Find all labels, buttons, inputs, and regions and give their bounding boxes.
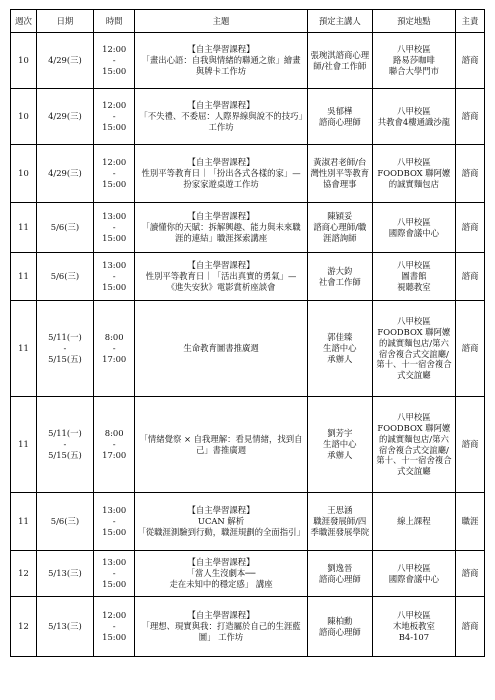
cell-topic: 【自主學習課程】 「當人生沒劇本── 走在未知中的穩定感」 講座	[135, 551, 307, 597]
header-week: 週次	[11, 10, 37, 33]
cell-week: 11	[11, 301, 37, 397]
header-speaker: 預定主講人	[307, 10, 372, 33]
table-row	[11, 551, 485, 597]
cell-date: 5/11(一) - 5/15(五)	[36, 301, 93, 397]
cell-week: 10	[11, 89, 37, 145]
cell-week: 11	[11, 493, 37, 551]
cell-date: 4/29(三)	[36, 33, 93, 89]
cell-owner: 諮商	[455, 397, 484, 493]
cell-place: 八甲校區 共教會4樓通識沙龍	[372, 89, 455, 145]
cell-week: 11	[11, 203, 37, 253]
cell-time: 13:00 - 15:00	[93, 551, 134, 597]
cell-date: 5/13(三)	[36, 597, 93, 657]
cell-speaker: 游大鈞 社會工作師	[307, 253, 372, 301]
cell-place: 線上課程	[372, 493, 455, 551]
table-row	[11, 33, 485, 89]
cell-date: 4/29(三)	[36, 89, 93, 145]
schedule-table	[10, 9, 485, 657]
cell-week: 11	[11, 253, 37, 301]
header-place: 預定地點	[372, 10, 455, 33]
cell-week: 10	[11, 33, 37, 89]
cell-week: 12	[11, 597, 37, 657]
table-row	[11, 493, 485, 551]
cell-owner: 諮商	[455, 301, 484, 397]
cell-place: 八甲校區 FOODBOX 聯阿嬤的誠實麵包店	[372, 145, 455, 203]
cell-topic: 【自主學習課程】 性別平等教育日｜「活出真實的勇氣」—《進失安狄》電影賞析座談會	[135, 253, 307, 301]
cell-time: 8:00 - 17:00	[93, 397, 134, 493]
table-row	[11, 203, 485, 253]
schedule-sheet	[10, 9, 485, 657]
cell-owner: 諮商	[455, 597, 484, 657]
cell-date: 5/11(一) - 5/15(五)	[36, 397, 93, 493]
cell-time: 12:00 - 15:00	[93, 145, 134, 203]
header-topic: 主題	[135, 10, 307, 33]
cell-speaker: 陳柏勳 諮商心理師	[307, 597, 372, 657]
cell-topic: 【自主學習課程】 「讀懂你的天賦：拆解興趣、能力與未來職涯的連結」職涯探索講座	[135, 203, 307, 253]
cell-place: 八甲校區 國際會議中心	[372, 203, 455, 253]
cell-time: 12:00 - 15:00	[93, 597, 134, 657]
cell-topic: 【自主學習課程】 「理想、現實與我：打造屬於自己的生涯藍圖」 工作坊	[135, 597, 307, 657]
cell-topic: 【自主學習課程】 性別平等教育日｜「扮出各式各樣的家」—扮家家遊桌遊工作坊	[135, 145, 307, 203]
cell-speaker: 郭佳臻 生諮中心 承辦人	[307, 301, 372, 397]
cell-week: 11	[11, 397, 37, 493]
cell-topic: 【自主學習課程】 UCAN 解析 「從職涯測驗到行動，職涯規劃的全面指引」	[135, 493, 307, 551]
cell-owner: 諮商	[455, 203, 484, 253]
table-row	[11, 145, 485, 203]
header-owner: 主責	[455, 10, 484, 33]
header-time: 時間	[93, 10, 134, 33]
cell-topic: 「情緒覺察 × 自我理解：看見情緒，找到自己」書推廣週	[135, 397, 307, 493]
table-row	[11, 301, 485, 397]
cell-place: 八甲校區 木地板教室 B4-107	[372, 597, 455, 657]
cell-date: 5/6(三)	[36, 493, 93, 551]
cell-topic: 生命教育圖書推廣週	[135, 301, 307, 397]
cell-owner: 諮商	[455, 33, 484, 89]
cell-time: 13:00 - 15:00	[93, 253, 134, 301]
cell-place: 八甲校區 FOODBOX 聯阿嬤的誠實麵包店/第六宿舍複合式交誼廳/第十、十一宿舍複合式交誼廳	[372, 397, 455, 493]
table-row	[11, 253, 485, 301]
cell-date: 5/13(三)	[36, 551, 93, 597]
table-row	[11, 397, 485, 493]
table-row	[11, 89, 485, 145]
cell-time: 8:00 - 17:00	[93, 301, 134, 397]
cell-speaker: 張琬淇諮商心理師/社會工作師	[307, 33, 372, 89]
table-row	[11, 597, 485, 657]
cell-topic: 【自主學習課程】 「畫出心語：自我與情緒的聯通之旅」繪畫與牌卡工作坊	[135, 33, 307, 89]
cell-place: 八甲校區 國際會議中心	[372, 551, 455, 597]
cell-time: 13:00 - 15:00	[93, 203, 134, 253]
cell-date: 5/6(三)	[36, 253, 93, 301]
cell-week: 10	[11, 145, 37, 203]
cell-speaker: 陳穎妥 諮商心理師/職涯諮詢師	[307, 203, 372, 253]
cell-topic: 【自主學習課程】 「不失禮、不委屈：人際界線與說不的技巧」工作坊	[135, 89, 307, 145]
cell-speaker: 王思涵 職涯發展師/四季職涯發展學院	[307, 493, 372, 551]
header-date: 日期	[36, 10, 93, 33]
cell-week: 12	[11, 551, 37, 597]
cell-speaker: 吳郁樺 諮商心理師	[307, 89, 372, 145]
header-row	[11, 10, 485, 33]
cell-speaker: 黃淑君老師/台灣性別平等教育協會理事	[307, 145, 372, 203]
cell-place: 八甲校區 圖書館 視聽教室	[372, 253, 455, 301]
cell-time: 13:00 - 15:00	[93, 493, 134, 551]
cell-place: 八甲校區 FOODBOX 聯阿嬤的誠實麵包店/第六宿舍複合式交誼廳/第十、十一宿舍複合式交誼廳	[372, 301, 455, 397]
cell-time: 12:00 - 15:00	[93, 89, 134, 145]
cell-owner: 職涯	[455, 493, 484, 551]
cell-time: 12:00 - 15:00	[93, 33, 134, 89]
cell-date: 5/6(三)	[36, 203, 93, 253]
cell-date: 4/29(三)	[36, 145, 93, 203]
cell-place: 八甲校區 路易莎咖啡 聯合大學門市	[372, 33, 455, 89]
cell-owner: 諮商	[455, 551, 484, 597]
cell-owner: 諮商	[455, 253, 484, 301]
cell-speaker: 劉逸晉 諮商心理師	[307, 551, 372, 597]
cell-owner: 諮商	[455, 89, 484, 145]
cell-speaker: 劉芳宇 生諮中心 承辦人	[307, 397, 372, 493]
cell-owner: 諮商	[455, 145, 484, 203]
